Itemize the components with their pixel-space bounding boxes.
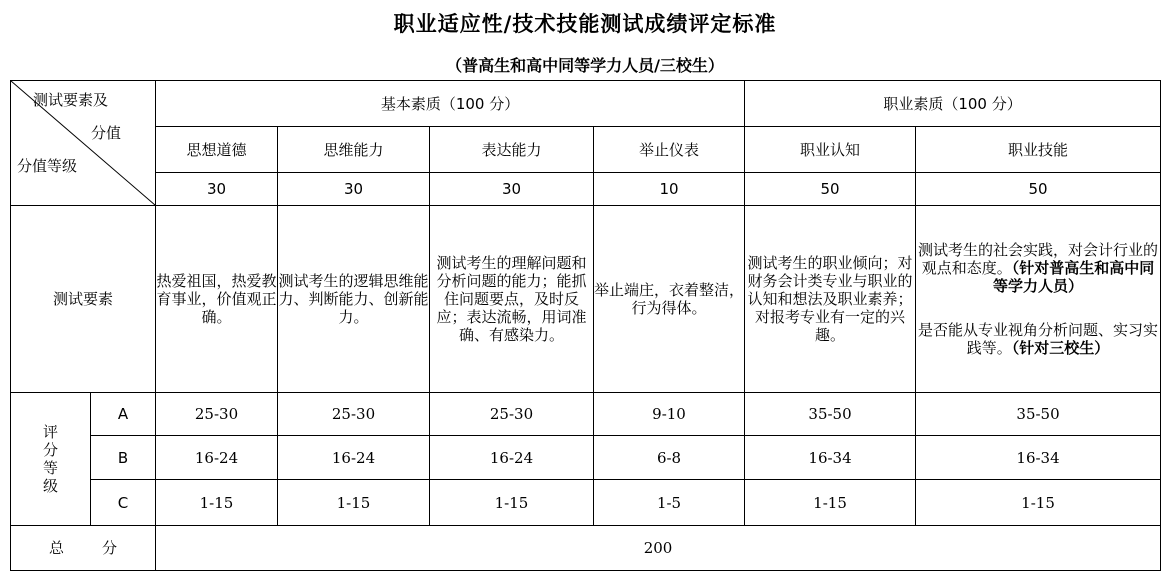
header-row-categories xyxy=(11,127,1161,173)
element-description: 测试考生的理解问题和分析问题的能力；能抓住问题要点，及时反应；表达流畅，用词准确、有感染力。 xyxy=(430,206,594,393)
group-career-quality: 职业素质（100 分） xyxy=(745,81,1161,127)
grade-label-vertical xyxy=(11,393,91,526)
category-name: 思维能力 xyxy=(278,127,430,173)
grade-label-char: 等 xyxy=(42,459,58,477)
element-description: 热爱祖国，热爱教育事业，价值观正确。 xyxy=(156,206,278,393)
grade-range: 35-50 xyxy=(745,393,916,436)
grade-range: 25-30 xyxy=(156,393,278,436)
grade-range: 35-50 xyxy=(916,393,1161,436)
test-elements-row xyxy=(11,206,1161,393)
category-name: 职业技能 xyxy=(916,127,1161,173)
category-score: 30 xyxy=(156,173,278,206)
corner-label-grade: 分值等级 xyxy=(17,157,78,175)
test-elements-label: 测试要素 xyxy=(11,206,156,393)
category-score: 50 xyxy=(745,173,916,206)
grade-row-c xyxy=(11,480,1161,526)
diagonal-header-cell xyxy=(11,81,156,206)
grade-range: 16-34 xyxy=(916,436,1161,480)
header-row-groups xyxy=(11,81,1161,127)
grade-range: 25-30 xyxy=(430,393,594,436)
grade-row-a xyxy=(11,393,1161,436)
grade-range: 25-30 xyxy=(278,393,430,436)
grade-range: 1-15 xyxy=(156,480,278,526)
grade-range: 1-15 xyxy=(916,480,1161,526)
header-row-scores xyxy=(11,173,1161,206)
grading-standard-table xyxy=(10,80,1161,571)
grade-level: C xyxy=(91,480,156,526)
group-basic-quality: 基本素质（100 分） xyxy=(156,81,745,127)
category-name: 职业认知 xyxy=(745,127,916,173)
corner-label-elements: 测试要素及 xyxy=(33,91,109,109)
element-description: 测试考生的职业倾向；对财务会计类专业与职业的认知和想法及职业素养；对报考专业有一定的兴趣。 xyxy=(745,206,916,393)
grade-range: 1-15 xyxy=(745,480,916,526)
category-score: 30 xyxy=(278,173,430,206)
grade-range: 9-10 xyxy=(594,393,745,436)
corner-label-score: 分值 xyxy=(91,124,122,142)
category-name: 举止仪表 xyxy=(594,127,745,173)
category-name: 表达能力 xyxy=(430,127,594,173)
category-score: 30 xyxy=(430,173,594,206)
total-label: 总分 xyxy=(11,526,156,571)
skill-desc-part1: 测试考生的社会实践，对会计行业的观点和态度。 xyxy=(918,241,1159,277)
element-description: 测试考生的逻辑思维能力、判断能力、创新能力。 xyxy=(278,206,430,393)
document-subtitle: （普高生和高中同等学力人员/三校生） xyxy=(446,56,724,75)
grade-range: 16-34 xyxy=(745,436,916,480)
category-name: 思想道德 xyxy=(156,127,278,173)
skill-desc-part2-target: （针对三校生） xyxy=(1011,339,1110,357)
skill-desc-part1-target: （针对普高生和高中同等学力人员） xyxy=(993,259,1155,295)
grade-range: 16-24 xyxy=(278,436,430,480)
grade-range: 16-24 xyxy=(430,436,594,480)
grade-level: A xyxy=(91,393,156,436)
grade-label-char: 评 xyxy=(42,423,58,441)
grade-range: 1-15 xyxy=(278,480,430,526)
grade-range: 6-8 xyxy=(594,436,745,480)
grade-range: 1-5 xyxy=(594,480,745,526)
total-value: 200 xyxy=(156,526,1161,571)
grade-label-char: 分 xyxy=(42,441,58,459)
total-row xyxy=(11,526,1161,571)
category-score: 50 xyxy=(916,173,1161,206)
grade-row-b xyxy=(11,436,1161,480)
grade-range: 1-15 xyxy=(430,480,594,526)
grade-label-char: 级 xyxy=(42,477,58,495)
category-score: 10 xyxy=(594,173,745,206)
document-title: 职业适应性/技术技能测试成绩评定标准 xyxy=(393,11,777,36)
element-description: 举止端庄，衣着整洁，行为得体。 xyxy=(594,206,745,393)
skill-description-cell xyxy=(916,206,1161,393)
skill-desc-part2: 是否能从专业视角分析问题、实习实践等。 xyxy=(918,321,1159,357)
grade-range: 16-24 xyxy=(156,436,278,480)
grade-level: B xyxy=(91,436,156,480)
